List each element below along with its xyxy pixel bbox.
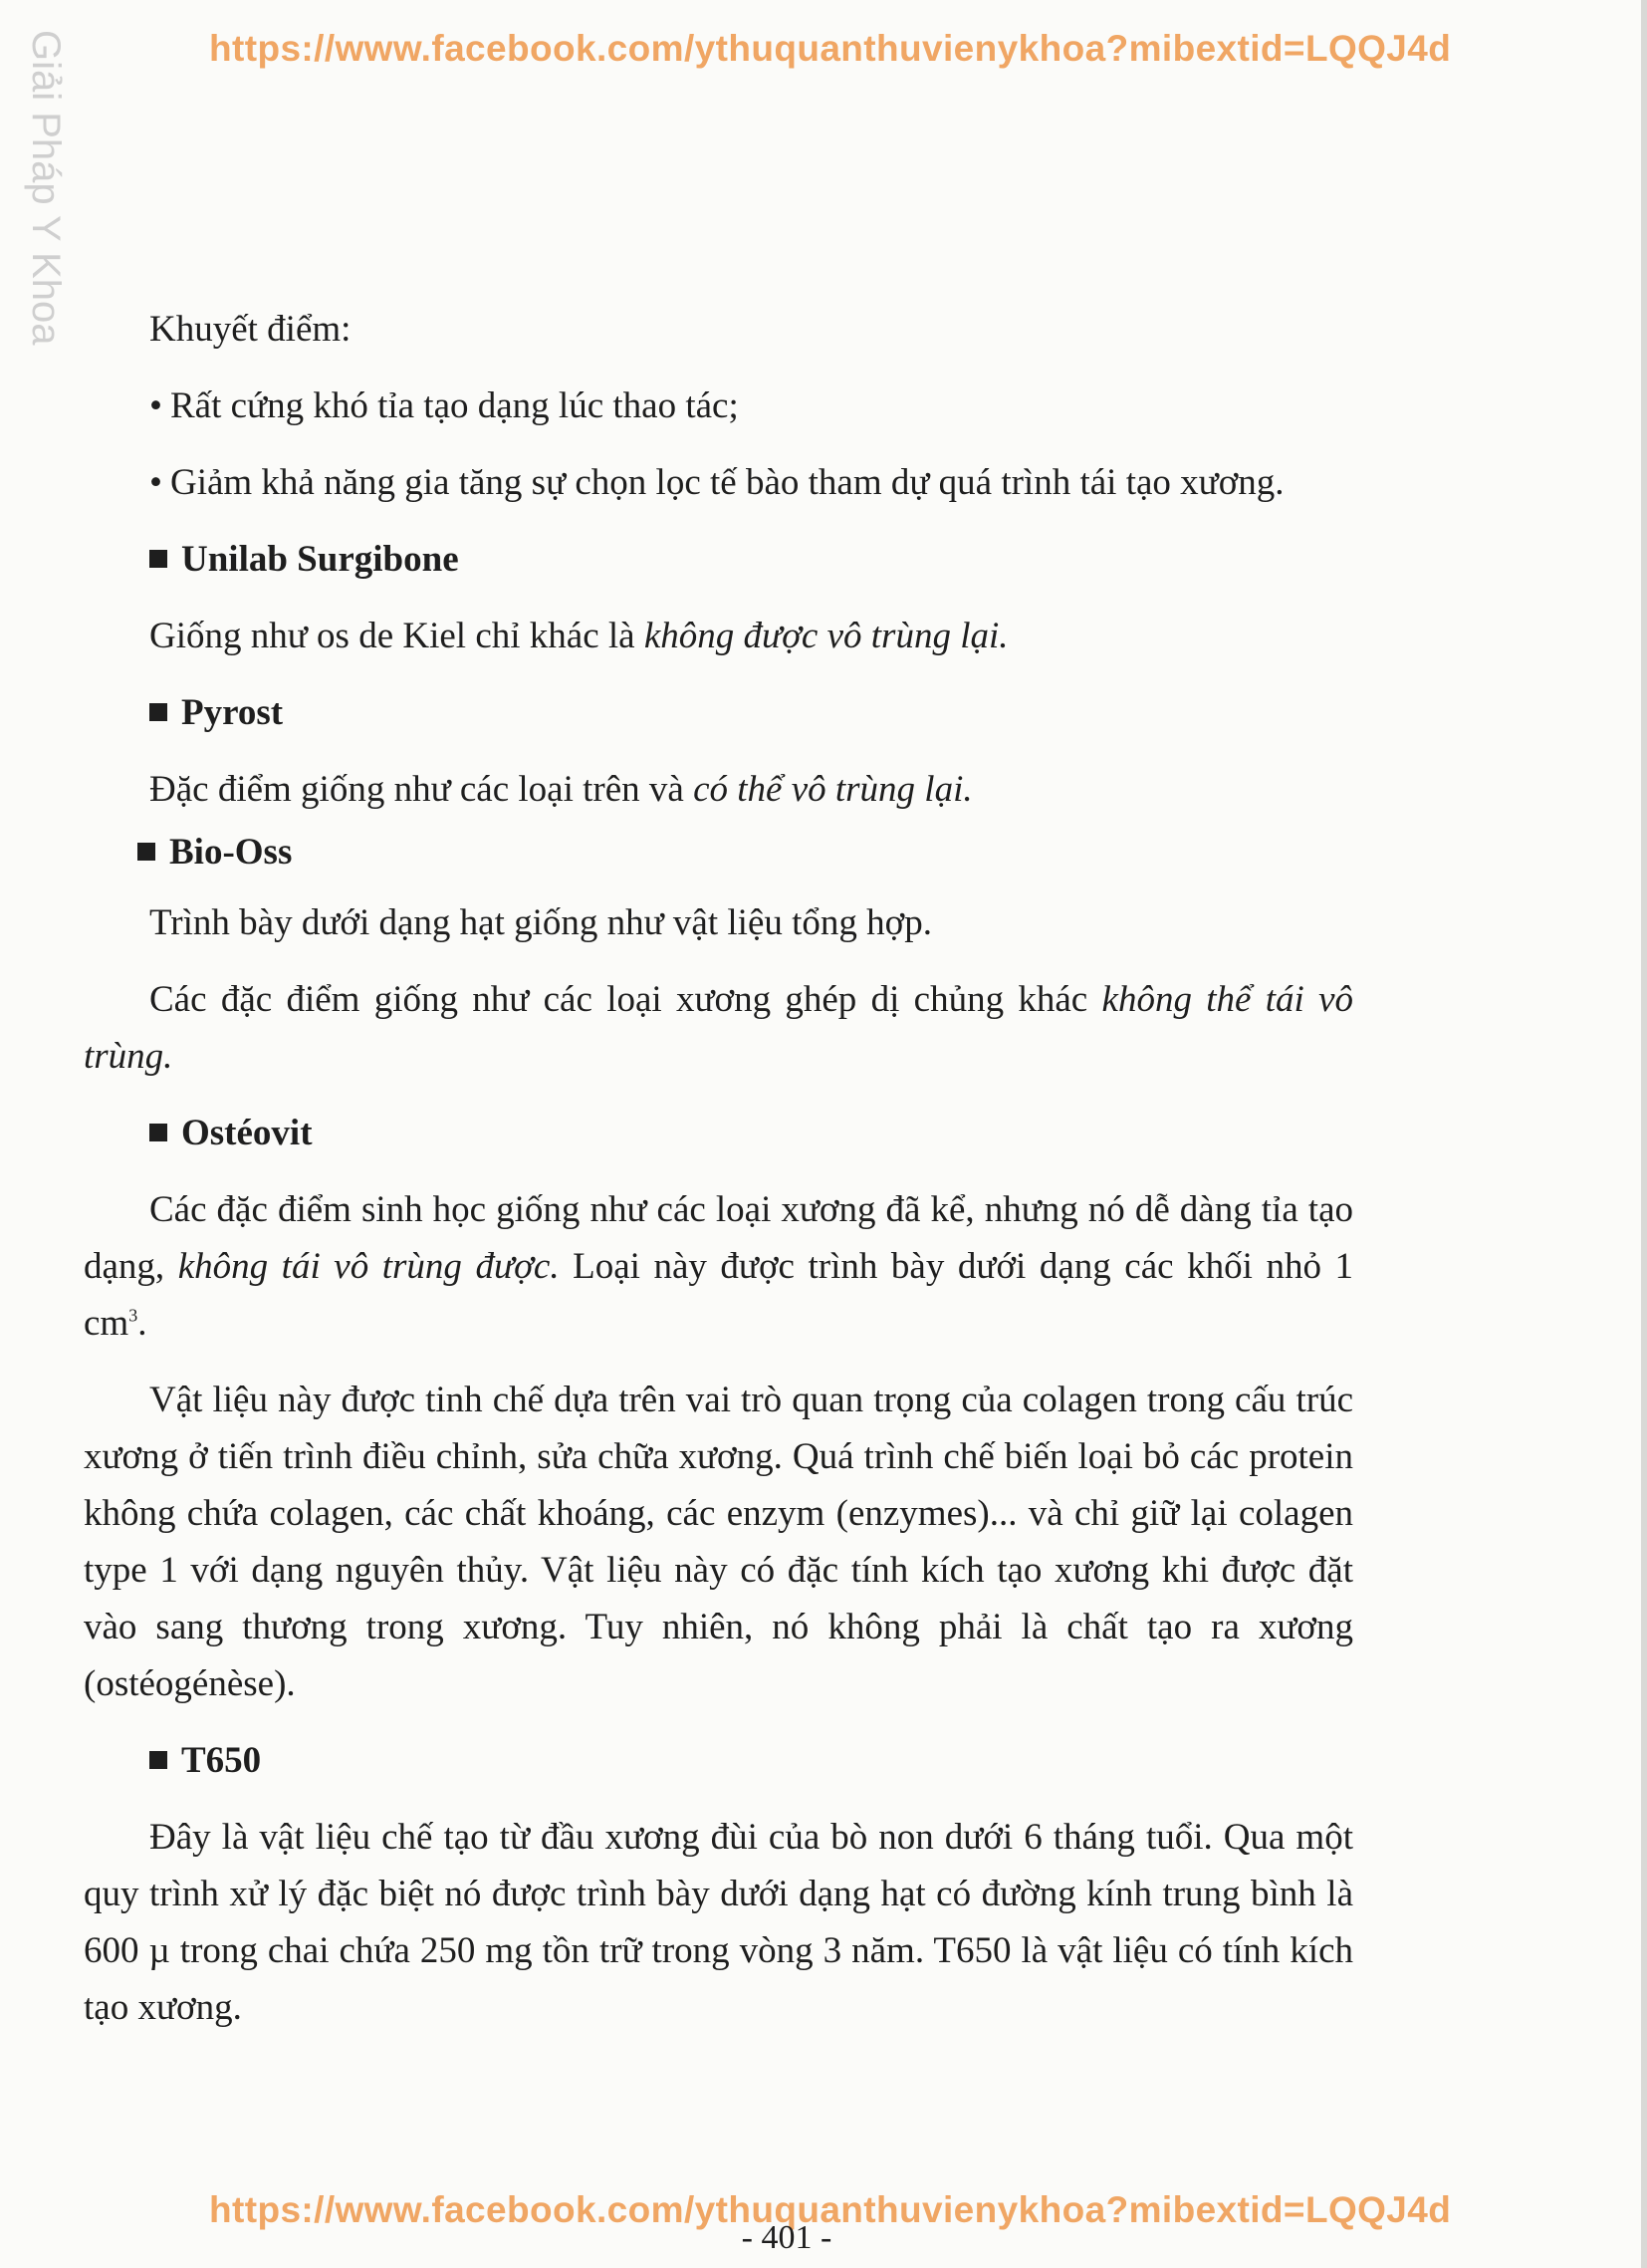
section-title-t650: T650 [181, 1740, 262, 1781]
section-heading-pyrost [149, 684, 1353, 741]
pyrost-paragraph [84, 761, 1353, 818]
osteovit-text-b: Loại này được trình bày dưới dạng các khối nhỏ 1 cm [84, 1246, 1353, 1344]
unilab-paragraph [84, 608, 1353, 664]
osteovit-text-end: . [137, 1303, 147, 1344]
section-heading-unilab [149, 531, 1353, 588]
section-title-pyrost: Pyrost [181, 692, 284, 733]
osteovit-text-a: Các đặc điểm sinh học giống như các loại xương đã kể, nhưng nó dễ dàng tỉa tạo dạng, [84, 1189, 1353, 1287]
section-heading-biooss [137, 824, 1353, 881]
square-bullet-icon [149, 1751, 167, 1769]
bullet-glyph: • [149, 462, 162, 503]
section-title-unilab: Unilab Surgibone [181, 539, 459, 580]
side-watermark [24, 30, 74, 349]
drawback-item-2 [84, 454, 1353, 511]
unilab-text: Giống như os de Kiel chỉ khác là [149, 616, 644, 656]
osteovit-italic-text: không tái vô trùng được. [177, 1246, 560, 1287]
osteovit-paragraph-2: Vật liệu này được tinh chế dựa trên vai trò quan trọng của colagen trong cấu trúc xương ở tiến trình điều chỉnh, sửa chữa xương. Quá trình chế biến loại bỏ các protein không chứa colagen, các chất khoáng, các enzym (enzymes)... và chỉ giữ lại colagen type 1 với dạng nguyên thủy. Vật liệu này có đặc tính kích tạo xương khi được đặt vào sang thương trong xương. Tuy nhiên, nó không phải là chất tạo ra xương (ostéogénèse). [84, 1380, 1353, 1704]
page-edge [1641, 0, 1647, 2268]
square-bullet-icon [149, 550, 167, 568]
section-heading-t650 [149, 1732, 1353, 1789]
superscript-3: 3 [128, 1305, 138, 1326]
watermark-url-top[interactable]: https://www.facebook.com/ythuquanthuvienykhoa?mibextid=LQQJ4d [209, 28, 1452, 69]
section-title-osteovit: Ostéovit [181, 1113, 313, 1153]
page-number: - 401 - [741, 2219, 832, 2256]
biooss-italic-text: không thể tái vô trùng. [84, 979, 1353, 1077]
drawback-text-1: Rất cứng khó tỉa tạo dạng lúc thao tác; [169, 385, 739, 426]
page-content [84, 301, 1353, 2056]
side-watermark-text: Giải Pháp Y Khoa [24, 30, 68, 346]
drawback-item-1 [84, 378, 1353, 434]
drawbacks-label: Khuyết điểm: [149, 309, 352, 350]
osteovit-paragraph-1 [84, 1181, 1353, 1352]
unilab-italic-text: không được vô trùng lại. [643, 616, 1009, 656]
pyrost-text: Đặc điểm giống như các loại trên và [149, 769, 694, 810]
biooss-paragraph-1: Trình bày dưới dạng hạt giống như vật liệu tổng hợp. [149, 902, 932, 943]
drawback-text-2: Giảm khả năng gia tăng sự chọn lọc tế bào tham dự quá trình tái tạo xương. [169, 462, 1285, 503]
biooss-paragraph-2 [84, 971, 1353, 1085]
section-title-biooss: Bio-Oss [169, 832, 293, 873]
biooss-text: Các đặc điểm giống như các loại xương ghép dị chủng khác [149, 979, 1102, 1020]
watermark-url-bottom[interactable]: https://www.facebook.com/ythuquanthuvienykhoa?mibextid=LQQJ4d [209, 2189, 1452, 2230]
section-heading-osteovit [149, 1105, 1353, 1161]
square-bullet-icon [149, 1124, 167, 1141]
square-bullet-icon [137, 843, 155, 861]
t650-paragraph: Đây là vật liệu chế tạo từ đầu xương đùi của bò non dưới 6 tháng tuổi. Qua một quy trình xử lý đặc biệt nó được trình bày dưới dạng hạt có đường kính trung bình là 600 µ trong chai chứa 250 mg tồn trữ trong vòng 3 năm. T650 là vật liệu có tính kích tạo xương. [84, 1817, 1353, 2028]
bullet-glyph: • [149, 385, 162, 426]
pyrost-italic-text: có thể vô trùng lại. [693, 769, 973, 810]
square-bullet-icon [149, 703, 167, 721]
